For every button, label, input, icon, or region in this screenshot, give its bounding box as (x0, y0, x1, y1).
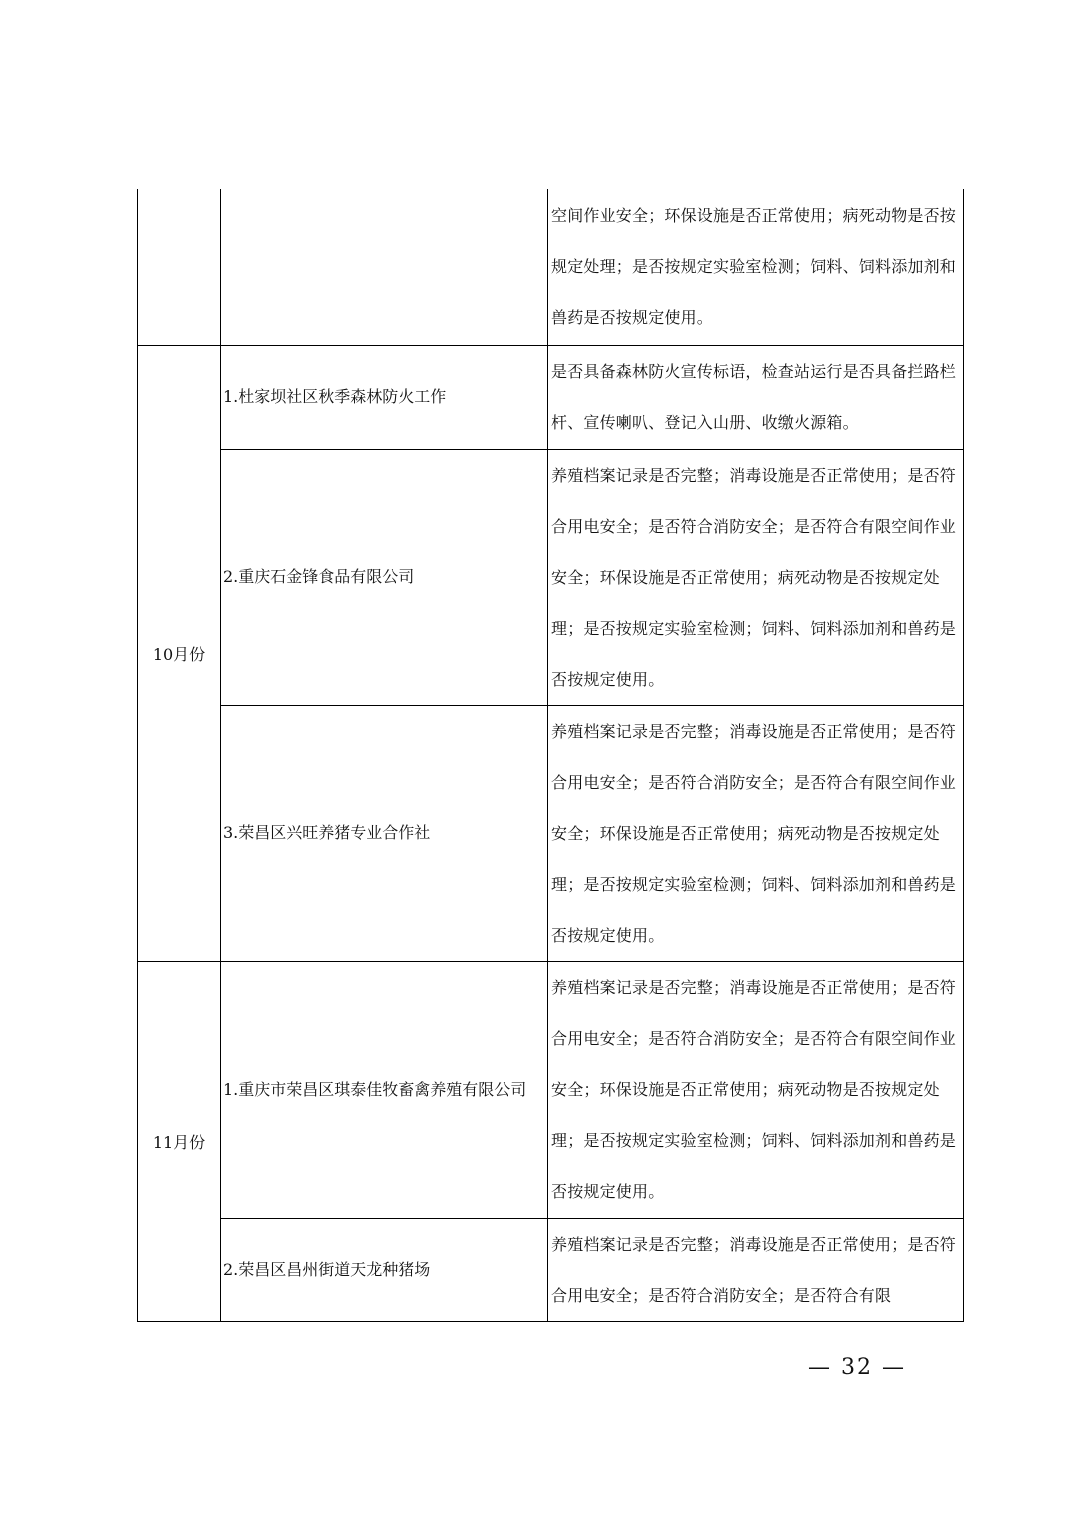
table-row (138, 449, 964, 705)
month-cell: 10月份 (138, 345, 221, 961)
table-row (138, 705, 964, 961)
table-row (138, 961, 964, 1218)
content-cell: 养殖档案记录是否完整；消毒设施是否正常使用；是否符合用电安全；是否符合消防安全；是否符合有限空间作业安全；环保设施是否正常使用；病死动物是否按规定处理；是否按规定实验室检测；饲料、饲料添加剂和兽药是否按规定使用。 (548, 961, 964, 1218)
item-cell: 1.杜家坝社区秋季森林防火工作 (221, 345, 548, 449)
month-cell (138, 189, 221, 345)
content-cell: 是否具备森林防火宣传标语，检查站运行是否具备拦路栏杆、宣传喇叭、登记入山册、收缴火源箱。 (548, 345, 964, 449)
page-number: — 32 — (808, 1355, 906, 1380)
item-cell (221, 189, 548, 345)
content-cell: 养殖档案记录是否完整；消毒设施是否正常使用；是否符合用电安全；是否符合消防安全；是否符合有限空间作业安全；环保设施是否正常使用；病死动物是否按规定处理；是否按规定实验室检测；饲料、饲料添加剂和兽药是否按规定使用。 (548, 449, 964, 705)
content-cell: 空间作业安全；环保设施是否正常使用；病死动物是否按规定处理；是否按规定实验室检测；饲料、饲料添加剂和兽药是否按规定使用。 (548, 189, 964, 345)
item-cell: 2.重庆石金锋食品有限公司 (221, 449, 548, 705)
item-cell: 3.荣昌区兴旺养猪专业合作社 (221, 705, 548, 961)
content-cell: 养殖档案记录是否完整；消毒设施是否正常使用；是否符合用电安全；是否符合消防安全；是否符合有限空间作业安全；环保设施是否正常使用；病死动物是否按规定处理；是否按规定实验室检测；饲料、饲料添加剂和兽药是否按规定使用。 (548, 705, 964, 961)
month-cell: 11月份 (138, 961, 221, 1321)
inspection-table (137, 189, 964, 1322)
item-cell: 1.重庆市荣昌区琪泰佳牧畜禽养殖有限公司 (221, 961, 548, 1218)
content-cell: 养殖档案记录是否完整；消毒设施是否正常使用；是否符合用电安全；是否符合消防安全；是否符合有限 (548, 1218, 964, 1321)
table-row (138, 1218, 964, 1321)
item-cell: 2.荣昌区昌州街道天龙种猪场 (221, 1218, 548, 1321)
table-row (138, 189, 964, 345)
table-row (138, 345, 964, 449)
